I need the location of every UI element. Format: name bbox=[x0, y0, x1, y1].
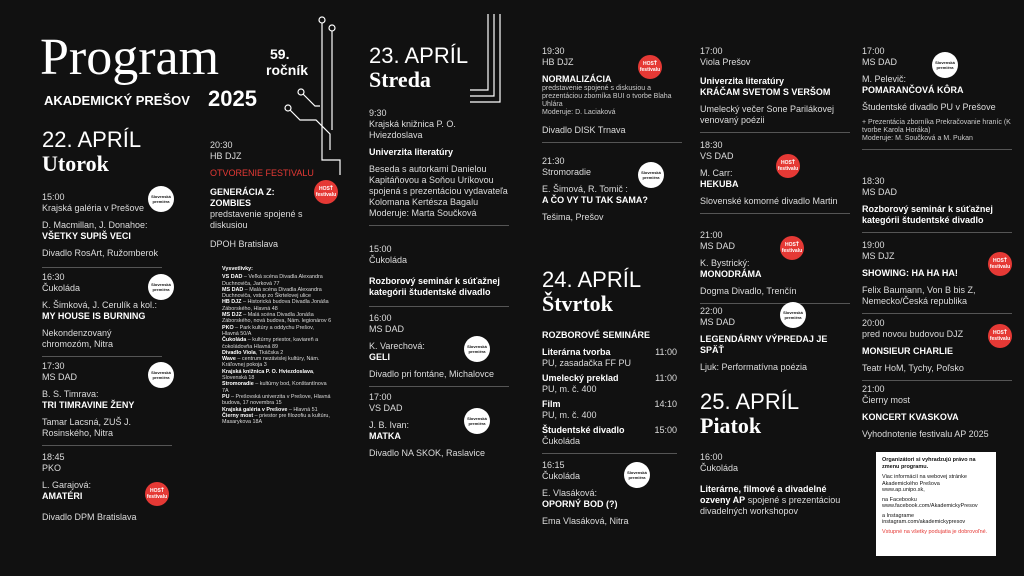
event-block bbox=[42, 452, 162, 523]
event-venue: HB DJZ bbox=[542, 57, 574, 67]
event-time: 15:00 bbox=[369, 244, 392, 254]
event-title: KONCERT KVASKOVA bbox=[862, 412, 959, 422]
event-venue: pred novou budovou DJZ bbox=[862, 329, 964, 339]
event-venue: Krajská galéria v Prešove bbox=[42, 203, 145, 213]
event-moderator: Moderuje: M. Součková a M. Pukan bbox=[862, 135, 973, 142]
event-time: 16:00 bbox=[700, 452, 723, 462]
event-venue: Čukoláda bbox=[542, 471, 581, 481]
legend-item: Divadlo Viola, Tkáčska 2 bbox=[222, 349, 284, 356]
event-venue: Čierny most bbox=[862, 395, 911, 405]
legend-item: PKO – Park kultúry a oddychu Prešov, Hlavná 50/A bbox=[222, 324, 314, 337]
seminar-item: Umelecký preklad 11:00 PU, m. č. 400 bbox=[542, 373, 677, 394]
event-title: GELI bbox=[369, 352, 391, 362]
event-title: SHOWING: HA HA HA! bbox=[862, 268, 958, 278]
seminar-item: Film 14:10 PU, m. č. 400 bbox=[542, 399, 677, 420]
legend-title: Vysvetlivky: bbox=[222, 266, 253, 272]
note-text: na Facebooku bbox=[882, 496, 917, 503]
event-block bbox=[369, 108, 509, 226]
event-author: E. Vlasáková: bbox=[542, 488, 598, 498]
event-block bbox=[700, 140, 850, 214]
event-time: 17:30 bbox=[42, 361, 65, 371]
note-link[interactable]: www.ap.unipo.sk, bbox=[882, 487, 925, 493]
event-block bbox=[862, 176, 1012, 233]
event-company: Ema Vlasáková, Nitra bbox=[542, 516, 629, 526]
event-description: Umelecký večer Sone Parilákovej venovaný poézii bbox=[700, 104, 835, 125]
day-heading: 22. APRÍL bbox=[42, 127, 142, 152]
divider bbox=[862, 313, 1012, 314]
seminar-item: Študentské divadlo 15:00 Čukoláda bbox=[542, 425, 677, 446]
event-time: 19:00 bbox=[862, 240, 885, 250]
event-description: + Prezentácia zborníka Prekračovanie hraníc (K tvorbe Karola Horáka) bbox=[862, 119, 1011, 134]
event-venue: MS DAD bbox=[862, 57, 898, 67]
event-time: 21:30 bbox=[542, 156, 565, 166]
note-link[interactable]: www.facebook.com/AkademickyPresov bbox=[882, 503, 978, 509]
legend-item: MS DAD – Malá scéna Divadla Alexandra Duchnoviča, vstup zo Škrtelovej ulice bbox=[222, 286, 322, 300]
event-block bbox=[542, 460, 682, 527]
divider bbox=[542, 453, 677, 454]
event-venue: Krajská knižnica P. O. Hviezdoslava bbox=[369, 119, 456, 140]
event-block bbox=[862, 318, 1012, 381]
event-venue: MS DAD bbox=[700, 317, 736, 327]
divider bbox=[369, 225, 509, 226]
event-company: Nekondenzovaný chromozóm, Nitra bbox=[42, 328, 114, 349]
event-title: VŠETKY SUPIŠ VECI bbox=[42, 231, 131, 241]
premiere-stamp: Slovenská premiéra bbox=[148, 274, 174, 300]
event-time: 16:30 bbox=[42, 272, 65, 282]
event-author: K. Bystrický: bbox=[700, 258, 750, 268]
day-heading: 25. APRÍL bbox=[700, 389, 800, 414]
divider bbox=[700, 303, 850, 304]
event-time: 18:30 bbox=[862, 176, 885, 186]
premiere-stamp: Slovenská premiéra bbox=[464, 408, 490, 434]
festival-year: 2025 bbox=[208, 86, 257, 111]
divider bbox=[862, 380, 1012, 381]
event-venue: MS DAD bbox=[862, 187, 898, 197]
seminars bbox=[542, 330, 677, 454]
event-time: 17:00 bbox=[862, 46, 885, 56]
guest-badge: HOSŤ festivalu bbox=[776, 154, 800, 178]
day-heading: 23. APRÍL bbox=[369, 43, 469, 68]
day-name: Štvrtok bbox=[542, 291, 613, 316]
event-block bbox=[42, 272, 162, 357]
event-company: Divadlo RosArt, Ružomberok bbox=[42, 248, 159, 258]
event-venue: Čukoláda bbox=[42, 283, 81, 293]
legend-item: Stromoradie – kultúrny bod, Konštantínova 7A bbox=[222, 381, 327, 394]
legend-item: Čukoláda – kultúrny priestor, kaviareň a čokoládovňa Hlavná 89 bbox=[222, 337, 319, 350]
premiere-stamp: Slovenská premiéra bbox=[624, 462, 650, 488]
note-text: Viac informácií na webovej stránke Akademického Prešova bbox=[882, 474, 967, 487]
event-time: 16:00 bbox=[369, 313, 392, 323]
event-title: Literárne, filmové a divadelné ozveny AP bbox=[700, 484, 827, 505]
event-title: Univerzita literatúry bbox=[700, 76, 785, 86]
divider bbox=[369, 306, 509, 307]
event-block bbox=[862, 240, 1012, 314]
event-title: HEKUBA bbox=[700, 179, 739, 189]
event-block bbox=[42, 192, 162, 268]
event-author: D. Macmillan, J. Donahoe: bbox=[42, 220, 148, 230]
event-description: Beseda s autorkami Danielou Kapitáňovou a Soňou Uríkovou spojená s prezentáciou vydavateľa Kolomana Kertésza Bagalu bbox=[369, 164, 508, 207]
event-company: Divadlo pri fontáne, Michalovce bbox=[369, 369, 495, 379]
event-company: Ljuk: Performatívna poézia bbox=[700, 362, 808, 372]
legend-item: Krajská knižnica P. O. Hviezdoslava, Slovenská 18 bbox=[222, 368, 315, 382]
event-company: Dogma Divadlo, Trenčín bbox=[700, 286, 797, 296]
legend-item: Wave – centrum nezávislej kultúry, Nám. Kráľovnej pokoja 3 bbox=[222, 356, 320, 369]
event-company: Divadlo DPM Bratislava bbox=[42, 512, 137, 522]
premiere-stamp: Slovenská premiéra bbox=[464, 336, 490, 362]
event-block bbox=[700, 46, 850, 133]
event-title: MATKA bbox=[369, 431, 401, 441]
event-title: TRI TIMRAVINE ŽENY bbox=[42, 400, 135, 410]
event-title: POMARANČOVÁ KÔRA bbox=[862, 85, 964, 95]
event-title: A ČO VY TU TAK SAMA? bbox=[542, 195, 648, 205]
event-author: K. Varechová: bbox=[369, 341, 425, 351]
event-company: Tešima, Prešov bbox=[542, 212, 604, 222]
event-author: K. Šimková, J. Cerulík a kol.: bbox=[42, 300, 158, 310]
event-company: Divadlo DISK Trnava bbox=[542, 125, 626, 135]
divider bbox=[42, 445, 172, 446]
premiere-stamp: Slovenská premiéra bbox=[638, 162, 664, 188]
divider bbox=[862, 232, 1012, 233]
event-time: 19:30 bbox=[542, 46, 565, 56]
event-author: L. Garajová: bbox=[42, 480, 92, 490]
event-title: OPORNÝ BOD (?) bbox=[542, 499, 618, 509]
event-title: Univerzita literatúry bbox=[369, 147, 454, 157]
divider bbox=[700, 132, 850, 133]
divider bbox=[42, 267, 162, 268]
opening-label: OTVORENIE FESTIVALU bbox=[210, 168, 314, 178]
divider bbox=[369, 386, 509, 387]
event-time: 20:00 bbox=[862, 318, 885, 328]
event-author: M. Pelevič: bbox=[862, 74, 907, 84]
legend-item: PU – Prešovská univerzita v Prešove, Hlavná budova, 17 novembra 15 bbox=[222, 393, 331, 407]
event-venue: Čukoláda bbox=[369, 255, 408, 265]
event-author: M. Carr: bbox=[700, 168, 733, 178]
legend-item: Čierny most – priestor pre filozofiu a kultúru, Masarykova 18A bbox=[222, 412, 330, 426]
event-block bbox=[700, 230, 850, 304]
divider bbox=[862, 149, 1012, 150]
event-title: GENERÁCIA Z: bbox=[210, 187, 275, 197]
page-title: Program bbox=[40, 29, 220, 86]
event-title: LEGENDÁRNY VÝPREDAJ JE SPÄŤ bbox=[700, 334, 828, 355]
event-company: Študentské divadlo PU v Prešove bbox=[862, 102, 996, 112]
event-company: DPOH Bratislava bbox=[210, 239, 279, 249]
event-block bbox=[369, 244, 509, 307]
festival-subtitle: AKADEMICKÝ PREŠOV bbox=[44, 93, 190, 108]
event-title: KRÁČAM SVETOM S VERŠOM bbox=[700, 87, 831, 97]
event-title: Rozborový seminár k súťažnej kategórii študentské divadlo bbox=[862, 204, 993, 225]
divider bbox=[700, 213, 850, 214]
guest-badge: HOSŤ festivalu bbox=[145, 482, 169, 506]
day-name: Piatok bbox=[700, 413, 762, 438]
event-company: Felix Baumann, Von B bis Z, Nemecko/Česká republika bbox=[862, 285, 976, 306]
event-title: Rozborový seminár k súťažnej kategórii študentské divadlo bbox=[369, 276, 500, 297]
event-time: 20:30 bbox=[210, 140, 233, 150]
note-warning: Vstupné na všetky podujatia je dobrovoľné. bbox=[882, 528, 988, 535]
event-title: MONODRÁMA bbox=[700, 269, 762, 279]
event-author: E. Šimová, R. Tomič : bbox=[542, 184, 628, 194]
event-moderator: Moderuje: D. Laciaková bbox=[542, 109, 616, 116]
premiere-stamp: Slovenská premiéra bbox=[780, 302, 806, 328]
event-time: 21:00 bbox=[862, 384, 885, 394]
divider bbox=[42, 356, 162, 357]
seminar-item: Literárna tvorba 11:00 PU, zasadačka FF PU bbox=[542, 347, 677, 368]
divider bbox=[542, 142, 682, 143]
event-time: 15:00 bbox=[42, 192, 65, 202]
legend-item: MS DJZ – Malá scéna Divadla Jonáša Záborského, nová budova, Nám. legionárov 6 bbox=[222, 312, 332, 325]
event-venue: VS DAD bbox=[700, 151, 734, 161]
event-company: Vyhodnotenie festivalu AP 2025 bbox=[862, 429, 989, 439]
event-title: MONSIEUR CHARLIE bbox=[862, 346, 954, 356]
event-time: 16:15 bbox=[542, 460, 565, 470]
premiere-stamp: Slovenská premiéra bbox=[932, 52, 958, 78]
guest-badge: HOSŤ festivalu bbox=[314, 180, 338, 204]
guest-badge: HOSŤ festivalu bbox=[988, 324, 1012, 348]
event-time: 18:45 bbox=[42, 452, 65, 462]
event-time: 17:00 bbox=[369, 392, 392, 402]
event-time: 22:00 bbox=[700, 306, 723, 316]
event-venue: HB DJZ bbox=[210, 151, 242, 161]
event-title: NORMALIZÁCIA bbox=[542, 74, 612, 84]
note-link[interactable]: instagram.com/akademickypresov bbox=[882, 519, 966, 525]
event-venue: MS DAD bbox=[369, 324, 405, 334]
event-venue: Čukoláda bbox=[700, 463, 739, 473]
event-time: 9:30 bbox=[369, 108, 387, 118]
event-description: predstavenie spojené s diskusiou a prezentáciou zborníka BUI o tvorbe Blaha Uhlára bbox=[542, 85, 672, 108]
event-venue: MS DAD bbox=[700, 241, 736, 251]
event-description: spojené s prezentáciou divadelných workshopov bbox=[700, 495, 841, 516]
premiere-stamp: Slovenská premiéra bbox=[148, 362, 174, 388]
event-venue: MS DJZ bbox=[862, 251, 895, 261]
day-name: Utorok bbox=[42, 151, 109, 176]
event-venue: VS DAD bbox=[369, 403, 403, 413]
note-text: a Instagrame bbox=[882, 512, 915, 519]
event-time: 21:00 bbox=[700, 230, 723, 240]
event-venue: MS DAD bbox=[42, 372, 78, 382]
premiere-stamp: Slovenská premiéra bbox=[148, 186, 174, 212]
guest-badge: HOSŤ festivalu bbox=[988, 252, 1012, 276]
info-note bbox=[876, 452, 996, 556]
legend-item: HB DJZ – Historická budova Divadla Jonáša Záborského, Hlavná 48 bbox=[222, 299, 329, 312]
event-title: MY HOUSE IS BURNING bbox=[42, 311, 146, 321]
event-block bbox=[862, 384, 1012, 440]
day-name: Streda bbox=[369, 67, 431, 92]
event-company: Tamar Lacsná, ZUŠ J. Rosinského, Nitra bbox=[42, 417, 132, 438]
guest-badge: HOSŤ festivalu bbox=[638, 55, 662, 79]
event-author: B. S. Timrava: bbox=[42, 389, 99, 399]
event-venue: PKO bbox=[42, 463, 62, 473]
event-description: predstavenie spojené s diskusiou bbox=[210, 209, 303, 230]
edition-number: 59. bbox=[270, 46, 290, 62]
event-company: Slovenské komorné divadlo Martin bbox=[700, 196, 838, 206]
event-company: Teatr HoM, Tychy, Poľsko bbox=[862, 363, 964, 373]
event-title: ZOMBIES bbox=[210, 198, 252, 208]
event-time: 18:30 bbox=[700, 140, 723, 150]
event-venue: Viola Prešov bbox=[700, 57, 751, 67]
event-title: AMATÉRI bbox=[42, 491, 83, 501]
guest-badge: HOSŤ festivalu bbox=[780, 236, 804, 260]
legend-item: Krajská galéria v Prešove – Hlavná 51 bbox=[222, 406, 318, 413]
day-heading: 24. APRÍL bbox=[542, 267, 642, 292]
event-block bbox=[700, 452, 850, 517]
event-author: J. B. Ivan: bbox=[369, 420, 410, 430]
event-moderator: Moderuje: Marta Součková bbox=[369, 208, 477, 218]
event-block bbox=[700, 306, 850, 373]
event-time: 17:00 bbox=[700, 46, 723, 56]
event-company: Divadlo NA SKOK, Raslavice bbox=[369, 448, 486, 458]
legend bbox=[222, 266, 332, 425]
legend-item: VS DAD – Veľká scéna Divadla Alexandra Duchnoviča, Jarková 77 bbox=[222, 274, 323, 287]
note-text: Organizátori si vyhradzujú právo na zmenu programu. bbox=[882, 457, 976, 470]
seminars-title: ROZBOROVÉ SEMINÁRE bbox=[542, 330, 651, 340]
event-venue: Stromoradie bbox=[542, 167, 592, 177]
edition-word: ročník bbox=[266, 62, 309, 78]
